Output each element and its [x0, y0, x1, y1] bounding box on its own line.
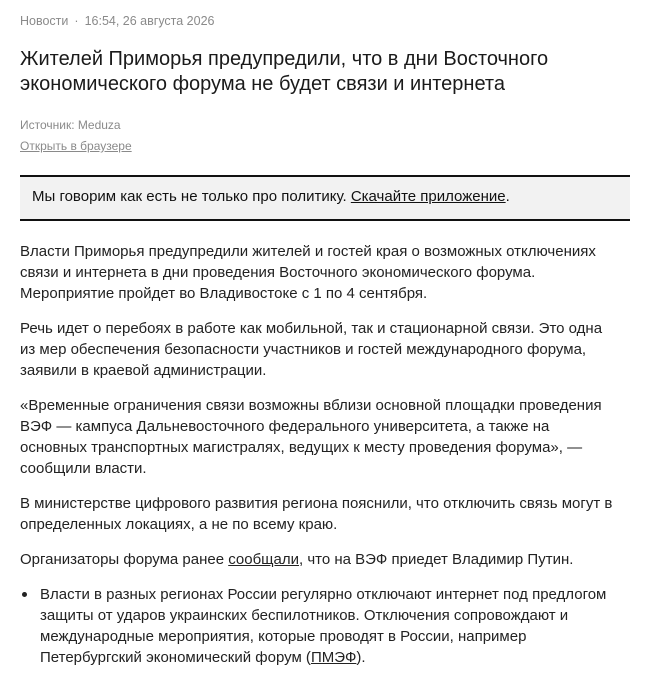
paragraph-5-text: Организаторы форума ранее	[20, 551, 229, 568]
spief-link[interactable]: ПМЭФ	[310, 649, 357, 666]
article-body	[20, 241, 620, 668]
promo-banner	[20, 175, 630, 221]
bullet-icon	[22, 592, 27, 597]
article-meta	[20, 14, 630, 28]
paragraph-5-end: , что на ВЭФ приедет Владимир Путин.	[298, 551, 574, 568]
paragraph-4: В министерстве цифрового развития региона пояснили, что отключить связь могут в определенных локациях, а не по всему краю.	[20, 495, 613, 533]
article-source: Источник: Meduza	[20, 118, 121, 132]
open-in-browser-link[interactable]: Открыть в браузере	[20, 139, 132, 153]
publish-datetime: 16:54, 26 августа 2026	[84, 14, 215, 28]
promo-suffix: .	[505, 188, 510, 205]
paragraph-3: «Временные ограничения связи возможны вблизи основной площадки проведения ВЭФ — кампуса Дальневосточного федерального университета, а также на основных транспортных магистралях, ведущих к месту проведения форума», — сообщили власти.	[20, 397, 602, 477]
paragraph-1: Власти Приморья предупредили жителей и гостей края о возможных отключениях связи и интернета в дни проведения Восточного экономического форума. Мероприятие пройдет во Владивостоке с 1 по 4 сентября.	[20, 243, 596, 302]
section-label: Новости	[20, 14, 69, 28]
meta-separator: ·	[74, 14, 79, 28]
article-title: Жителей Приморья предупредили, что в дни Восточного экономического форума не будет связи и интернета	[20, 48, 549, 95]
bullet-text: Власти в разных регионах России регулярно отключают интернет под предлогом защиты от ударов украинских беспилотников. Отключения сопровождают и международные мероприятия, которые проводят в России, например Петербургский экономический форум (	[40, 586, 607, 666]
list-item	[20, 584, 620, 668]
bullet-list	[20, 584, 620, 668]
paragraph-2: Речь идет о перебоях в работе как мобильной, так и стационарной связи. Это одна из мер обеспечения безопасности участников и гостей международного форума, заявили в краевой администрации.	[20, 320, 603, 379]
promo-text: Мы говорим как есть не только про политику.	[32, 188, 351, 205]
bullet-text-end: ).	[356, 649, 366, 666]
reported-link[interactable]: сообщали	[228, 551, 299, 568]
download-app-link[interactable]: Скачайте приложение	[350, 188, 506, 205]
paragraph-5	[20, 549, 620, 570]
